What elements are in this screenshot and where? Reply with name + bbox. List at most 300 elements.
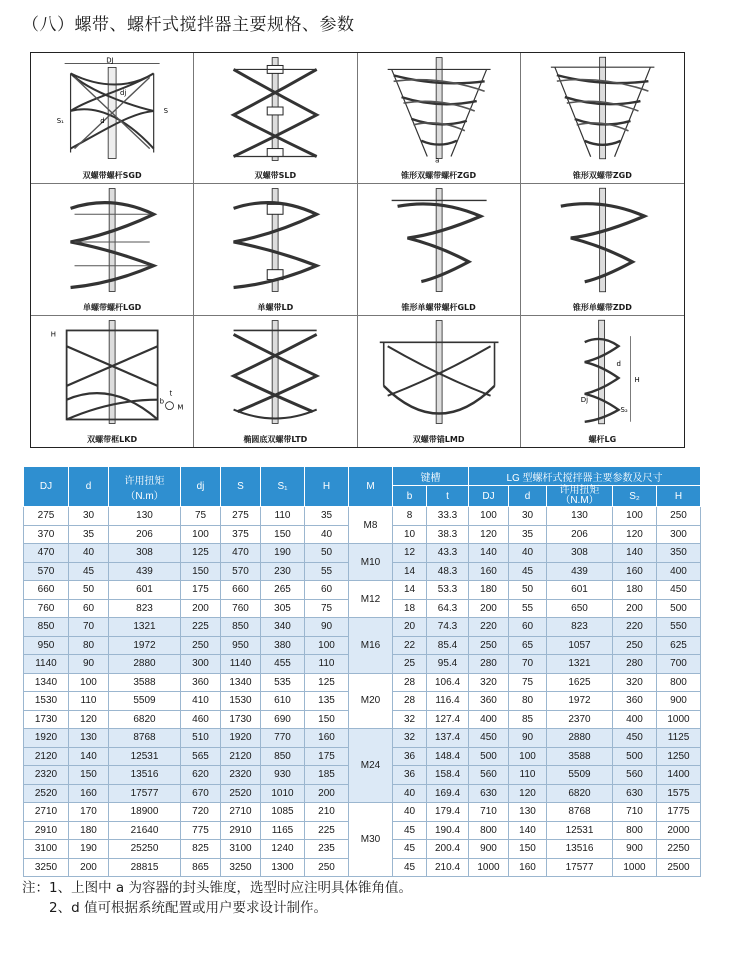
cell-b: 14	[393, 581, 427, 600]
cell-lg-S2: 160	[613, 562, 657, 581]
cell-lg-d: 55	[509, 599, 547, 618]
cell-lg-torque: 6820	[547, 784, 613, 803]
cell-d: 70	[69, 618, 109, 637]
cell-b: 32	[393, 729, 427, 748]
cell-lg-torque: 17577	[547, 858, 613, 877]
cell-S1: 110	[261, 507, 305, 526]
cell-lg-S2: 800	[613, 821, 657, 840]
cell-S: 2120	[221, 747, 261, 766]
drawing-caption: 锥形单螺带螺杆GLD	[401, 302, 476, 312]
cell-lg-H: 1400	[657, 766, 701, 785]
cell-dj: 250	[181, 636, 221, 655]
cell-torque: 21640	[109, 821, 181, 840]
cell-d: 140	[69, 747, 109, 766]
cell-t: 179.4	[427, 803, 469, 822]
cell-dj: 460	[181, 710, 221, 729]
cell-S: 470	[221, 544, 261, 563]
cell-S: 3100	[221, 840, 261, 859]
header-lg-torque-line1: 许用扭矩	[559, 485, 600, 496]
cell-b: 28	[393, 692, 427, 711]
cell-lg-torque: 308	[547, 544, 613, 563]
cell-H: 75	[305, 599, 349, 618]
cell-S: 2520	[221, 784, 261, 803]
header-lg-DJ: DJ	[469, 486, 509, 507]
cell-torque: 601	[109, 581, 181, 600]
drawing-caption: 单螺带LD	[257, 302, 294, 312]
cell-b: 20	[393, 618, 427, 637]
cell-lg-H: 800	[657, 673, 701, 692]
cell-torque: 6820	[109, 710, 181, 729]
cell-lg-d: 110	[509, 766, 547, 785]
cell-DJ: 1140	[24, 655, 69, 674]
cell-lg-DJ: 220	[469, 618, 509, 637]
drawing-caption: 锥形单螺带ZDD	[572, 302, 632, 312]
header-lg-H: H	[657, 486, 701, 507]
cell-S: 1340	[221, 673, 261, 692]
cell-S1: 150	[261, 525, 305, 544]
header-M: M	[349, 467, 393, 507]
cell-DJ: 370	[24, 525, 69, 544]
cell-DJ: 3100	[24, 840, 69, 859]
cell-b: 45	[393, 858, 427, 877]
cell-lg-torque: 206	[547, 525, 613, 544]
cell-t: 38.3	[427, 525, 469, 544]
cell-DJ: 570	[24, 562, 69, 581]
cell-H: 35	[305, 507, 349, 526]
table-row	[24, 581, 701, 600]
header-torque-line1: 许用扭矩	[124, 475, 165, 487]
cell-lg-S2: 710	[613, 803, 657, 822]
cell-lg-S2: 180	[613, 581, 657, 600]
dim-label-S: S	[163, 106, 168, 115]
cell-S1: 190	[261, 544, 305, 563]
cell-torque: 308	[109, 544, 181, 563]
cell-torque: 1321	[109, 618, 181, 637]
double-ribbon-frame-drawing	[31, 316, 193, 428]
cell-lg-torque: 2880	[547, 729, 613, 748]
screw-drawing	[521, 316, 684, 428]
cell-H: 250	[305, 858, 349, 877]
dim-label-b: b	[159, 397, 165, 406]
drawing-caption: 螺杆LG	[588, 434, 617, 444]
table-row	[24, 673, 701, 692]
dim-label-t: t	[169, 389, 173, 398]
cell-b: 12	[393, 544, 427, 563]
cell-lg-S2: 560	[613, 766, 657, 785]
cell-dj: 100	[181, 525, 221, 544]
cell-b: 28	[393, 673, 427, 692]
header-b: b	[393, 486, 427, 507]
cell-lg-torque: 439	[547, 562, 613, 581]
cell-S1: 930	[261, 766, 305, 785]
cell-S1: 230	[261, 562, 305, 581]
cell-lg-H: 300	[657, 525, 701, 544]
cell-torque: 17577	[109, 784, 181, 803]
cell-torque: 13516	[109, 766, 181, 785]
cell-lg-DJ: 200	[469, 599, 509, 618]
drawing-lkd	[31, 316, 194, 447]
cell-M: M24	[349, 729, 393, 803]
cell-M: M20	[349, 673, 393, 729]
cell-lg-d: 100	[509, 747, 547, 766]
cell-torque: 206	[109, 525, 181, 544]
cell-t: 190.4	[427, 821, 469, 840]
cell-d: 35	[69, 525, 109, 544]
cell-H: 100	[305, 636, 349, 655]
dim-label-d: d	[100, 116, 105, 125]
cell-lg-H: 1000	[657, 710, 701, 729]
cell-d: 170	[69, 803, 109, 822]
cell-d: 120	[69, 710, 109, 729]
double-ribbon-anchor-drawing	[358, 316, 520, 428]
cell-H: 125	[305, 673, 349, 692]
cell-lg-DJ: 160	[469, 562, 509, 581]
cell-dj: 300	[181, 655, 221, 674]
cell-d: 150	[69, 766, 109, 785]
drawing-caption: 双螺带螺杆SGD	[82, 171, 142, 181]
cell-lg-DJ: 360	[469, 692, 509, 711]
cell-M: M8	[349, 507, 393, 544]
cell-H: 90	[305, 618, 349, 637]
cell-dj: 620	[181, 766, 221, 785]
cell-lg-torque: 5509	[547, 766, 613, 785]
cell-S: 275	[221, 507, 261, 526]
header-t: t	[427, 486, 469, 507]
dim-label-DJ: DJ	[106, 56, 114, 65]
drawing-lmd	[358, 316, 521, 447]
cell-torque: 823	[109, 599, 181, 618]
spec-table	[23, 466, 701, 877]
cell-dj: 825	[181, 840, 221, 859]
cell-lg-torque: 601	[547, 581, 613, 600]
cell-lg-S2: 900	[613, 840, 657, 859]
cell-lg-H: 2500	[657, 858, 701, 877]
header-lg-S2: S₂	[613, 486, 657, 507]
cell-lg-S2: 220	[613, 618, 657, 637]
cell-d: 40	[69, 544, 109, 563]
cell-lg-DJ: 180	[469, 581, 509, 600]
cell-dj: 75	[181, 507, 221, 526]
single-ribbon-screw-drawing	[31, 184, 193, 296]
table-row	[24, 803, 701, 822]
cell-DJ: 3250	[24, 858, 69, 877]
conical-double-ribbon-screw-drawing	[358, 53, 520, 165]
cell-t: 95.4	[427, 655, 469, 674]
cell-lg-H: 250	[657, 507, 701, 526]
cell-S1: 305	[261, 599, 305, 618]
cell-lg-d: 35	[509, 525, 547, 544]
cell-dj: 225	[181, 618, 221, 637]
drawing-caption: 双螺带框LKD	[87, 434, 138, 444]
cell-t: 106.4	[427, 673, 469, 692]
drawing-caption: 锥形双螺带螺杆ZGD	[401, 171, 477, 181]
cell-d: 30	[69, 507, 109, 526]
cell-S1: 1300	[261, 858, 305, 877]
table-row	[24, 544, 701, 563]
cell-lg-torque: 823	[547, 618, 613, 637]
cell-dj: 865	[181, 858, 221, 877]
cell-torque: 130	[109, 507, 181, 526]
cell-DJ: 1730	[24, 710, 69, 729]
cell-b: 10	[393, 525, 427, 544]
drawing-sgd	[31, 53, 194, 184]
cell-lg-DJ: 560	[469, 766, 509, 785]
cell-H: 150	[305, 710, 349, 729]
cell-d: 80	[69, 636, 109, 655]
cell-DJ: 1530	[24, 692, 69, 711]
cell-DJ: 275	[24, 507, 69, 526]
cell-S1: 1165	[261, 821, 305, 840]
cell-dj: 775	[181, 821, 221, 840]
cell-lg-DJ: 120	[469, 525, 509, 544]
cell-d: 110	[69, 692, 109, 711]
cell-t: 43.3	[427, 544, 469, 563]
cell-lg-torque: 3588	[547, 747, 613, 766]
cell-H: 135	[305, 692, 349, 711]
header-S1: S₁	[261, 467, 305, 507]
double-ribbon-drawing	[194, 53, 356, 165]
cell-lg-S2: 630	[613, 784, 657, 803]
cell-lg-S2: 280	[613, 655, 657, 674]
drawing-lg	[521, 316, 684, 447]
cell-H: 40	[305, 525, 349, 544]
cell-d: 180	[69, 821, 109, 840]
note-2: 2、d 值可根据系统配置或用户要求设计制作。	[49, 900, 327, 916]
cell-lg-S2: 140	[613, 544, 657, 563]
drawing-zgd-2	[521, 53, 684, 184]
cell-lg-d: 45	[509, 562, 547, 581]
cell-DJ: 2710	[24, 803, 69, 822]
cell-t: 53.3	[427, 581, 469, 600]
cell-d: 45	[69, 562, 109, 581]
cell-S: 1730	[221, 710, 261, 729]
cell-b: 40	[393, 784, 427, 803]
cell-dj: 150	[181, 562, 221, 581]
cell-dj: 200	[181, 599, 221, 618]
drawing-zdd	[521, 184, 684, 315]
cell-S1: 850	[261, 747, 305, 766]
cell-DJ: 2320	[24, 766, 69, 785]
cell-S1: 340	[261, 618, 305, 637]
cell-t: 210.4	[427, 858, 469, 877]
cell-lg-d: 40	[509, 544, 547, 563]
cell-dj: 565	[181, 747, 221, 766]
cell-lg-DJ: 400	[469, 710, 509, 729]
cell-lg-S2: 400	[613, 710, 657, 729]
cell-lg-d: 140	[509, 821, 547, 840]
page-title: （八）螺带、螺杆式搅拌器主要规格、参数	[22, 15, 355, 35]
cell-S1: 535	[261, 673, 305, 692]
cell-dj: 720	[181, 803, 221, 822]
cell-lg-H: 500	[657, 599, 701, 618]
dim-label-Dj: Dj	[580, 395, 588, 404]
cell-lg-S2: 250	[613, 636, 657, 655]
cell-b: 25	[393, 655, 427, 674]
cell-t: 200.4	[427, 840, 469, 859]
cell-d: 50	[69, 581, 109, 600]
cell-torque: 2880	[109, 655, 181, 674]
table-row	[24, 618, 701, 637]
cell-lg-DJ: 280	[469, 655, 509, 674]
cell-b: 36	[393, 766, 427, 785]
cell-lg-H: 900	[657, 692, 701, 711]
cell-lg-DJ: 800	[469, 821, 509, 840]
cell-lg-d: 30	[509, 507, 547, 526]
drawing-caption: 锥形双螺带ZGD	[572, 171, 632, 181]
note-1: 注：1、上图中 a 为容器的封头锥度，选型时应注明具体锥角值。	[22, 880, 412, 896]
drawing-caption: 单螺带螺杆LGD	[82, 302, 142, 312]
cell-S: 660	[221, 581, 261, 600]
spec-table-body	[24, 507, 701, 877]
cell-S: 850	[221, 618, 261, 637]
cell-t: 116.4	[427, 692, 469, 711]
cell-lg-d: 50	[509, 581, 547, 600]
cell-lg-H: 1250	[657, 747, 701, 766]
cell-torque: 439	[109, 562, 181, 581]
header-dj: dj	[181, 467, 221, 507]
agitator-drawings-grid	[30, 52, 685, 448]
cell-lg-S2: 500	[613, 747, 657, 766]
cell-M: M16	[349, 618, 393, 674]
cell-lg-DJ: 1000	[469, 858, 509, 877]
cell-H: 160	[305, 729, 349, 748]
cell-DJ: 2520	[24, 784, 69, 803]
cell-lg-torque: 2370	[547, 710, 613, 729]
cell-M: M10	[349, 544, 393, 581]
cell-S1: 380	[261, 636, 305, 655]
cell-S1: 1085	[261, 803, 305, 822]
header-lg-torque	[547, 486, 613, 507]
cell-lg-H: 2000	[657, 821, 701, 840]
cell-d: 190	[69, 840, 109, 859]
cell-b: 18	[393, 599, 427, 618]
drawing-caption: 双螺带锚LMD	[412, 434, 465, 444]
cell-torque: 1972	[109, 636, 181, 655]
drawing-ltd	[194, 316, 357, 447]
table-row	[24, 507, 701, 526]
cell-torque: 28815	[109, 858, 181, 877]
elliptical-bottom-double-ribbon-drawing	[194, 316, 356, 428]
cell-S: 2320	[221, 766, 261, 785]
cell-b: 14	[393, 562, 427, 581]
drawing-caption: 双螺带SLD	[254, 171, 297, 181]
cell-lg-d: 85	[509, 710, 547, 729]
cell-lg-H: 1575	[657, 784, 701, 803]
cell-b: 8	[393, 507, 427, 526]
cell-t: 127.4	[427, 710, 469, 729]
cell-lg-torque: 1057	[547, 636, 613, 655]
cell-lg-DJ: 100	[469, 507, 509, 526]
cell-lg-d: 65	[509, 636, 547, 655]
cell-lg-torque: 13516	[547, 840, 613, 859]
cell-b: 36	[393, 747, 427, 766]
cell-torque: 12531	[109, 747, 181, 766]
cell-lg-H: 1775	[657, 803, 701, 822]
dim-label-H: H	[634, 375, 640, 384]
cell-lg-d: 120	[509, 784, 547, 803]
cell-S: 2910	[221, 821, 261, 840]
table-row	[24, 729, 701, 748]
footnotes	[22, 878, 412, 918]
header-lg-group: LG 型螺杆式搅拌器主要参数及尺寸	[469, 467, 701, 486]
cell-lg-H: 350	[657, 544, 701, 563]
cell-b: 32	[393, 710, 427, 729]
cell-t: 137.4	[427, 729, 469, 748]
cell-dj: 125	[181, 544, 221, 563]
drawing-zgd	[358, 53, 521, 184]
conical-single-ribbon-screw-drawing	[358, 184, 520, 296]
cell-H: 185	[305, 766, 349, 785]
cell-d: 200	[69, 858, 109, 877]
cell-DJ: 2910	[24, 821, 69, 840]
cell-torque: 18900	[109, 803, 181, 822]
cell-S: 1530	[221, 692, 261, 711]
drawing-ld	[194, 184, 357, 315]
cell-t: 64.3	[427, 599, 469, 618]
cell-H: 50	[305, 544, 349, 563]
dim-label-a: a	[434, 156, 439, 165]
cell-lg-d: 160	[509, 858, 547, 877]
cell-DJ: 1920	[24, 729, 69, 748]
cell-lg-DJ: 500	[469, 747, 509, 766]
cell-lg-S2: 1000	[613, 858, 657, 877]
cell-dj: 410	[181, 692, 221, 711]
cell-DJ: 2120	[24, 747, 69, 766]
cell-torque: 25250	[109, 840, 181, 859]
cell-H: 110	[305, 655, 349, 674]
cell-lg-d: 75	[509, 673, 547, 692]
cell-lg-S2: 100	[613, 507, 657, 526]
cell-lg-d: 80	[509, 692, 547, 711]
drawing-caption: 椭圆底双螺带LTD	[243, 434, 308, 444]
drawing-sld	[194, 53, 357, 184]
cell-S: 1140	[221, 655, 261, 674]
cell-lg-DJ: 250	[469, 636, 509, 655]
cell-d: 90	[69, 655, 109, 674]
cell-lg-H: 450	[657, 581, 701, 600]
cell-S: 3250	[221, 858, 261, 877]
cell-t: 148.4	[427, 747, 469, 766]
drawing-gld	[358, 184, 521, 315]
dim-label-d: d	[616, 359, 621, 368]
cell-M: M12	[349, 581, 393, 618]
cell-lg-S2: 120	[613, 525, 657, 544]
cell-lg-d: 70	[509, 655, 547, 674]
drawing-lgd	[31, 184, 194, 315]
cell-t: 158.4	[427, 766, 469, 785]
cell-S: 2710	[221, 803, 261, 822]
cell-DJ: 760	[24, 599, 69, 618]
cell-t: 48.3	[427, 562, 469, 581]
header-torque	[109, 467, 181, 507]
cell-lg-H: 1125	[657, 729, 701, 748]
dim-label-H: H	[50, 330, 56, 339]
cell-lg-S2: 360	[613, 692, 657, 711]
cell-S1: 265	[261, 581, 305, 600]
cell-t: 169.4	[427, 784, 469, 803]
cell-lg-S2: 450	[613, 729, 657, 748]
dim-label-M: M	[177, 403, 184, 412]
cell-S: 760	[221, 599, 261, 618]
cell-lg-DJ: 140	[469, 544, 509, 563]
dim-label-S2: S₂	[620, 405, 628, 414]
cell-lg-d: 60	[509, 618, 547, 637]
single-ribbon-drawing	[194, 184, 356, 296]
cell-lg-torque: 130	[547, 507, 613, 526]
cell-DJ: 470	[24, 544, 69, 563]
dim-label-S1: S₁	[56, 116, 64, 125]
cell-t: 33.3	[427, 507, 469, 526]
